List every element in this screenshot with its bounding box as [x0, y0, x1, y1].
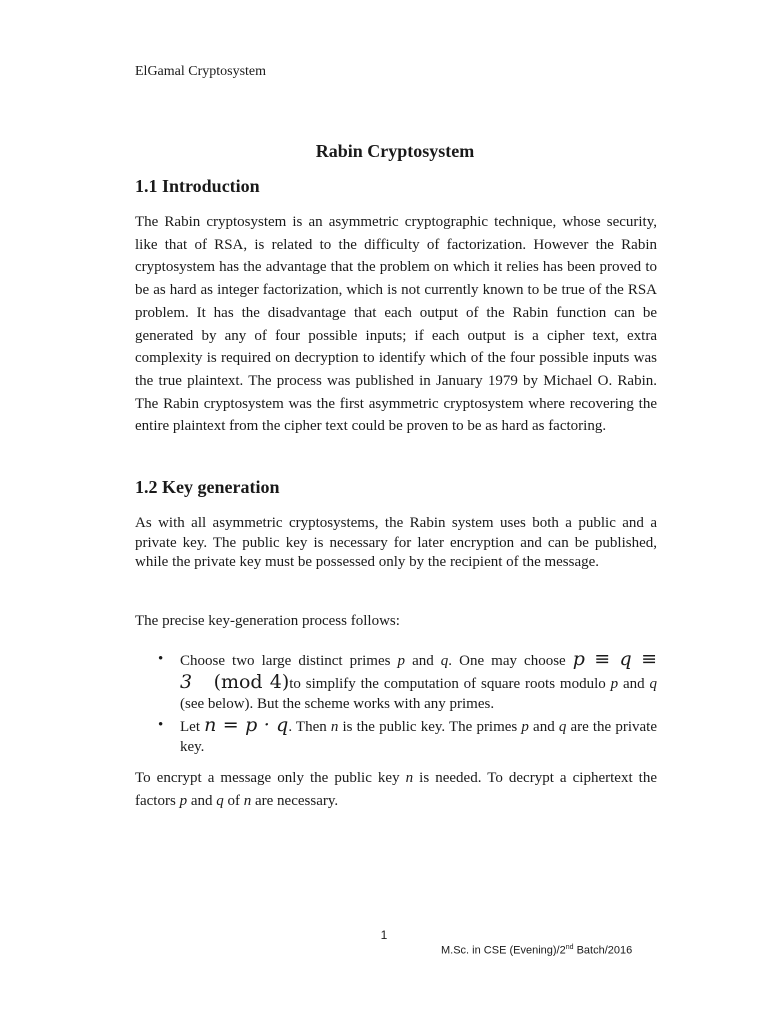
list-item: • Let n = p · q. Then n is the public key. The primes p and q are the private key.: [158, 713, 657, 755]
document-title: Rabin Cryptosystem: [315, 141, 475, 161]
section-heading-introduction: 1.1 Introduction: [135, 176, 260, 196]
section-heading-key-generation: 1.2 Key generation: [135, 477, 280, 497]
bullet-symbol: •: [158, 716, 164, 733]
footer-course-info: M.Sc. in CSE (Evening)/2nd Batch/2016: [441, 944, 633, 957]
public-key-formula: n = p · q: [204, 713, 289, 736]
congruence-formula: p ≡ q ≡ 3 (mod 4): [180, 648, 657, 693]
running-header: ElGamal Cryptosystem: [135, 64, 267, 79]
closing-paragraph: To encrypt a message only the public key n is needed. To decrypt a ciphertext the factors p and q of n are necessary.: [135, 770, 657, 809]
list-item: • Choose two large distinct primes p and q. One may choose p ≡ q ≡ 3 (mod 4)to simplify the computation of square roots modulo p and q (see below). But the scheme works with any primes.: [158, 648, 657, 712]
introduction-paragraph: The Rabin cryptosystem is an asymmetric cryptographic technique, whose security, like that of RSA, is related to the difficulty of factorization. However the Rabin cryptosystem has the advantage that the problem on which it relies has been proved to be as hard as integer factorization, which is not currently known to be true of the RSA problem. It has the disadvantage that each output of the Rabin function can be generated by any of four possible inputs; if each output is a cipher text, extra complexity is required on decryption to identify which of the four possible inputs was the true plaintext. The process was published in January 1979 by Michael O. Rabin. The Rabin cryptosystem was the first asymmetric cryptosystem where recovering the entire plaintext from the cipher text could be proven to be as hard as factoring.: [135, 214, 657, 435]
bullet-symbol: •: [158, 651, 164, 667]
page-number: 1: [380, 928, 388, 942]
key-generation-paragraph: As with all asymmetric cryptosystems, the Rabin system uses both a public and a private key. The public key is necessary for later encryption and can be published, while the private key must be possessed only by the recipient of the message.: [135, 515, 657, 570]
key-generation-steps: [158, 649, 657, 758]
key-generation-intro: The precise key-generation process follows:: [135, 613, 400, 629]
